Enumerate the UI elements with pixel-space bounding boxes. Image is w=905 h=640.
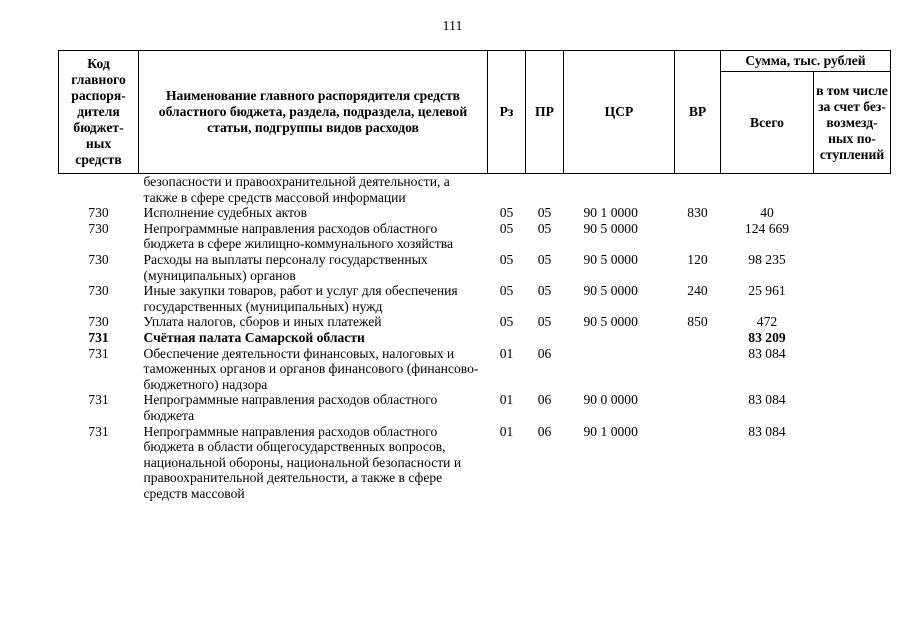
header-code: Код главного распоря-дителя бюджет-ных средств	[59, 51, 139, 174]
row-free-receipts	[814, 314, 891, 330]
row-name: Обеспечение деятельности финансовых, налоговых и таможенных органов и органов финансового (финансово-бюджетного) надзора	[143, 345, 479, 392]
row-free-receipts	[814, 424, 891, 502]
row-rz: 05	[499, 314, 514, 330]
row-code: 730	[88, 220, 109, 236]
row-name: Непрограммные направления расходов областного бюджета	[143, 392, 438, 423]
table-header	[59, 51, 891, 174]
row-csr	[564, 346, 675, 393]
row-name: Непрограммные направления расходов областного бюджета в сфере жилищно-коммунального хозяйства	[143, 220, 454, 252]
row-code	[59, 174, 139, 206]
row-name: безопасности и правоохранительной деятельности, а также в сфере средств массовой информации	[143, 174, 450, 205]
row-vr: 120	[687, 251, 708, 267]
header-free-receipts: в том числе за счет без-возмезд-ных по-ступлений	[814, 72, 891, 174]
row-rz: 01	[499, 392, 514, 408]
row-vr	[675, 330, 721, 346]
row-rz	[488, 330, 526, 346]
row-vr	[675, 346, 721, 393]
row-total	[721, 174, 814, 206]
row-total: 83 084	[748, 345, 786, 361]
row-csr	[564, 330, 675, 346]
row-total: 83 084	[748, 423, 786, 439]
budget-table	[58, 50, 891, 501]
row-csr: 90 1 0000	[583, 423, 638, 439]
row-code: 731	[88, 392, 109, 408]
row-csr	[564, 174, 675, 206]
row-code: 731	[88, 329, 109, 345]
row-csr: 90 5 0000	[583, 314, 638, 330]
row-rz: 01	[499, 345, 514, 361]
header-csr: ЦСР	[564, 51, 675, 174]
row-free-receipts	[814, 330, 891, 346]
header-vr: ВР	[675, 51, 721, 174]
row-free-receipts	[814, 205, 891, 221]
row-pr: 05	[537, 283, 552, 299]
row-pr	[526, 330, 564, 346]
row-pr: 05	[537, 314, 552, 330]
header-name: Наименование главного распорядителя средств областного бюджета, раздела, подраздела, целевой статьи, подгруппы видов расходов	[139, 51, 488, 174]
row-code: 731	[88, 423, 109, 439]
row-rz: 05	[499, 283, 514, 299]
table-row	[59, 221, 891, 252]
row-name: Уплата налогов, сборов и иных платежей	[143, 314, 382, 330]
row-code: 730	[88, 283, 109, 299]
table-row	[59, 346, 891, 393]
row-vr: 830	[687, 205, 708, 221]
row-name: Расходы на выплаты персоналу государственных (муниципальных) органов	[143, 251, 428, 283]
row-code: 730	[88, 314, 109, 330]
row-total: 124 669	[744, 220, 790, 236]
row-name: Непрограммные направления расходов областного бюджета в области общегосударственных вопросов, национальной обороны, национальной безопасности и правоохранительной деятельности, а также в сфере средств массовой	[143, 423, 462, 501]
table-row	[59, 252, 891, 283]
row-vr	[675, 392, 721, 423]
table-row	[59, 174, 891, 206]
row-csr: 90 0 0000	[583, 392, 638, 408]
table-body	[59, 174, 891, 502]
row-csr: 90 5 0000	[583, 251, 638, 267]
row-total: 83 084	[748, 392, 786, 408]
row-free-receipts	[814, 221, 891, 252]
row-vr	[675, 424, 721, 502]
table-row	[59, 205, 891, 221]
row-csr: 90 5 0000	[583, 220, 638, 236]
page-number: 111	[442, 19, 463, 34]
table-row	[59, 424, 891, 502]
table-row	[59, 283, 891, 314]
row-free-receipts	[814, 174, 891, 206]
row-pr: 06	[537, 392, 552, 408]
row-rz: 05	[499, 251, 514, 267]
row-pr: 06	[537, 345, 552, 361]
row-csr: 90 5 0000	[583, 283, 638, 299]
row-total: 25 961	[748, 283, 786, 299]
row-free-receipts	[814, 392, 891, 423]
header-pr: ПР	[526, 51, 564, 174]
row-rz: 01	[499, 423, 514, 439]
row-total: 98 235	[748, 251, 786, 267]
row-vr	[675, 221, 721, 252]
row-code: 730	[88, 251, 109, 267]
row-pr: 05	[537, 251, 552, 267]
row-name: Иные закупки товаров, работ и услуг для обеспечения государственных (муниципальных) нужд	[143, 283, 458, 314]
row-rz: 05	[499, 205, 514, 221]
row-name: Исполнение судебных актов	[143, 205, 308, 221]
row-vr	[675, 174, 721, 206]
row-name: Счётная палата Самарской области	[143, 329, 365, 345]
table-row	[59, 392, 891, 423]
row-total: 472	[756, 314, 778, 330]
row-free-receipts	[814, 346, 891, 393]
row-rz	[488, 174, 526, 206]
header-total: Всего	[721, 72, 814, 174]
row-pr: 06	[537, 423, 552, 439]
row-free-receipts	[814, 252, 891, 283]
row-free-receipts	[814, 283, 891, 314]
header-rz: Рз	[488, 51, 526, 174]
row-vr: 850	[687, 314, 708, 330]
row-code: 731	[88, 345, 109, 361]
row-total: 83 209	[748, 329, 786, 345]
row-rz: 05	[499, 220, 514, 236]
table-row	[59, 314, 891, 330]
row-pr: 05	[537, 205, 552, 221]
row-code: 730	[88, 205, 109, 221]
row-vr: 240	[687, 283, 708, 299]
row-csr: 90 1 0000	[583, 205, 638, 221]
row-pr: 05	[537, 220, 552, 236]
row-total: 40	[760, 205, 774, 221]
table-row	[59, 330, 891, 346]
row-pr	[526, 174, 564, 206]
header-sum-group: Сумма, тыс. рублей	[721, 51, 891, 72]
